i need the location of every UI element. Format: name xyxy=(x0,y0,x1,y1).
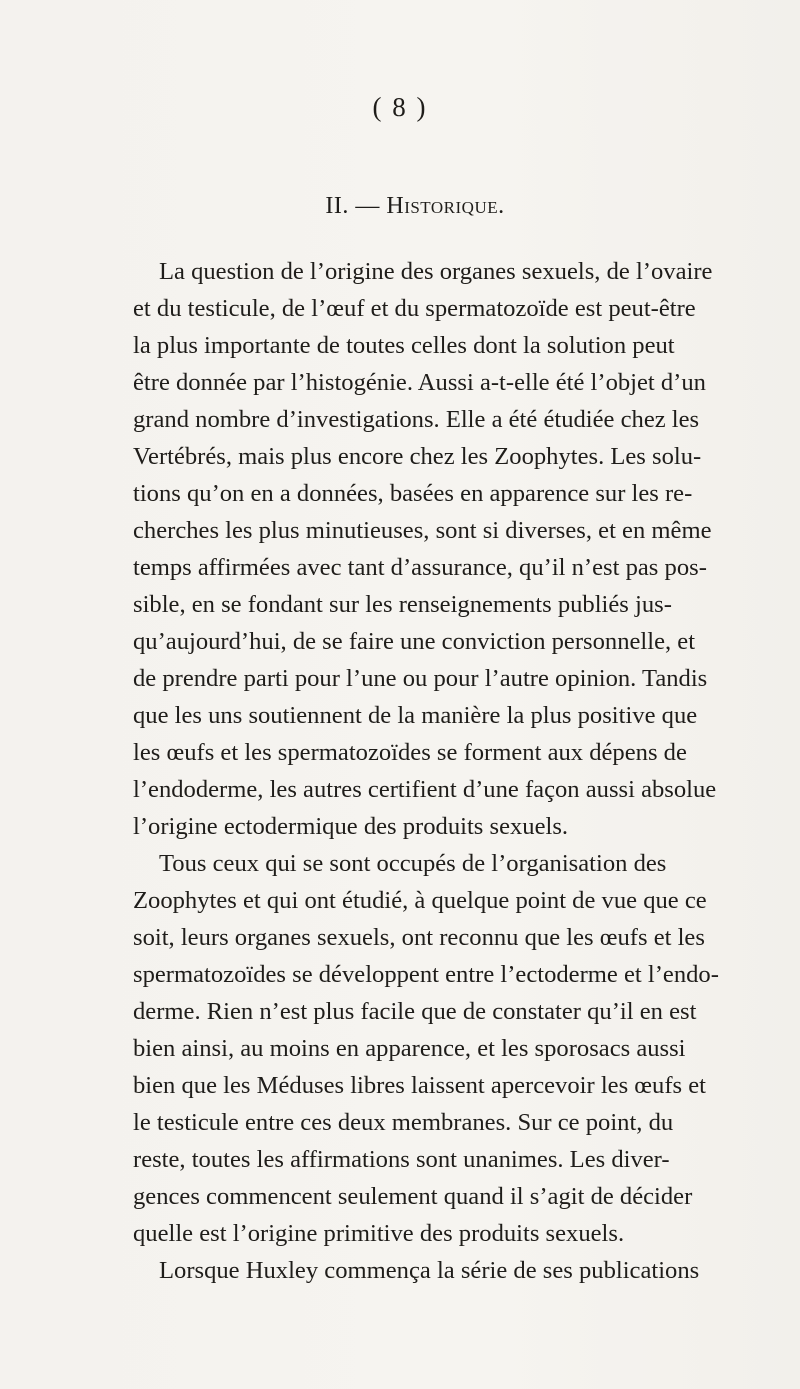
text-line: Lorsque Huxley commença la série de ses publications xyxy=(159,1257,700,1284)
text-line: l’endoderme, les autres certifient d’une façon aussi absolue xyxy=(133,776,717,803)
text-line: quelle est l’origine primitive des produits sexuels. xyxy=(133,1220,625,1247)
text-line: Tous ceux qui se sont occupés de l’organisation des xyxy=(159,850,667,877)
text-line: Zoophytes et qui ont étudié, à quelque point de vue que ce xyxy=(133,887,707,914)
text-line: Vertébrés, mais plus encore chez les Zoophytes. Les solu- xyxy=(133,443,702,470)
text-line: la plus importante de toutes celles dont la solution peut xyxy=(133,332,675,359)
text-line: qu’aujourd’hui, de se faire une conviction personnelle, et xyxy=(133,628,696,655)
paragraph xyxy=(133,845,719,1252)
body-text xyxy=(133,253,719,1289)
text-line: soit, leurs organes sexuels, ont reconnu que les œufs et les xyxy=(133,924,705,951)
text-line: temps affirmées avec tant d’assurance, qu’il n’est pas pos- xyxy=(133,554,707,581)
text-line: cherches les plus minutieuses, sont si diverses, et en même xyxy=(133,517,712,544)
text-line: La question de l’origine des organes sexuels, de l’ovaire xyxy=(159,258,713,285)
text-line: gences commencent seulement quand il s’agit de décider xyxy=(133,1183,693,1210)
text-line: les œufs et les spermatozoïdes se forment aux dépens de xyxy=(133,739,687,766)
text-line: bien que les Méduses libres laissent apercevoir les œufs et xyxy=(133,1072,707,1099)
paragraph xyxy=(133,253,717,845)
text-line: bien ainsi, au moins en apparence, et les sporosacs aussi xyxy=(133,1035,686,1062)
paragraph xyxy=(133,1252,700,1289)
text-line: le testicule entre ces deux membranes. Sur ce point, du xyxy=(133,1109,674,1136)
text-line: derme. Rien n’est plus facile que de constater qu’il en est xyxy=(133,998,697,1025)
text-line: tions qu’on en a données, basées en apparence sur les re- xyxy=(133,480,693,507)
text-line: l’origine ectodermique des produits sexuels. xyxy=(133,813,569,840)
text-line: spermatozoïdes se développent entre l’ectoderme et l’endo- xyxy=(133,961,719,988)
section-numeral: II. — xyxy=(325,193,387,219)
text-line: que les uns soutiennent de la manière la plus positive que xyxy=(133,702,698,729)
text-line: et du testicule, de l’œuf et du spermatozoïde est peut-être xyxy=(133,295,696,322)
text-line: reste, toutes les affirmations sont unanimes. Les diver- xyxy=(133,1146,670,1173)
text-line: grand nombre d’investigations. Elle a été étudiée chez les xyxy=(133,406,700,433)
page-number: ( 8 ) xyxy=(372,92,428,122)
text-line: sible, en se fondant sur les renseignements publiés jus- xyxy=(133,591,672,618)
text-line: être donnée par l’histogénie. Aussi a-t-elle été l’objet d’un xyxy=(133,369,706,396)
text-line: de prendre parti pour l’une ou pour l’autre opinion. Tandis xyxy=(133,665,708,692)
section-heading xyxy=(0,193,800,220)
section-title: Historique. xyxy=(386,193,505,219)
